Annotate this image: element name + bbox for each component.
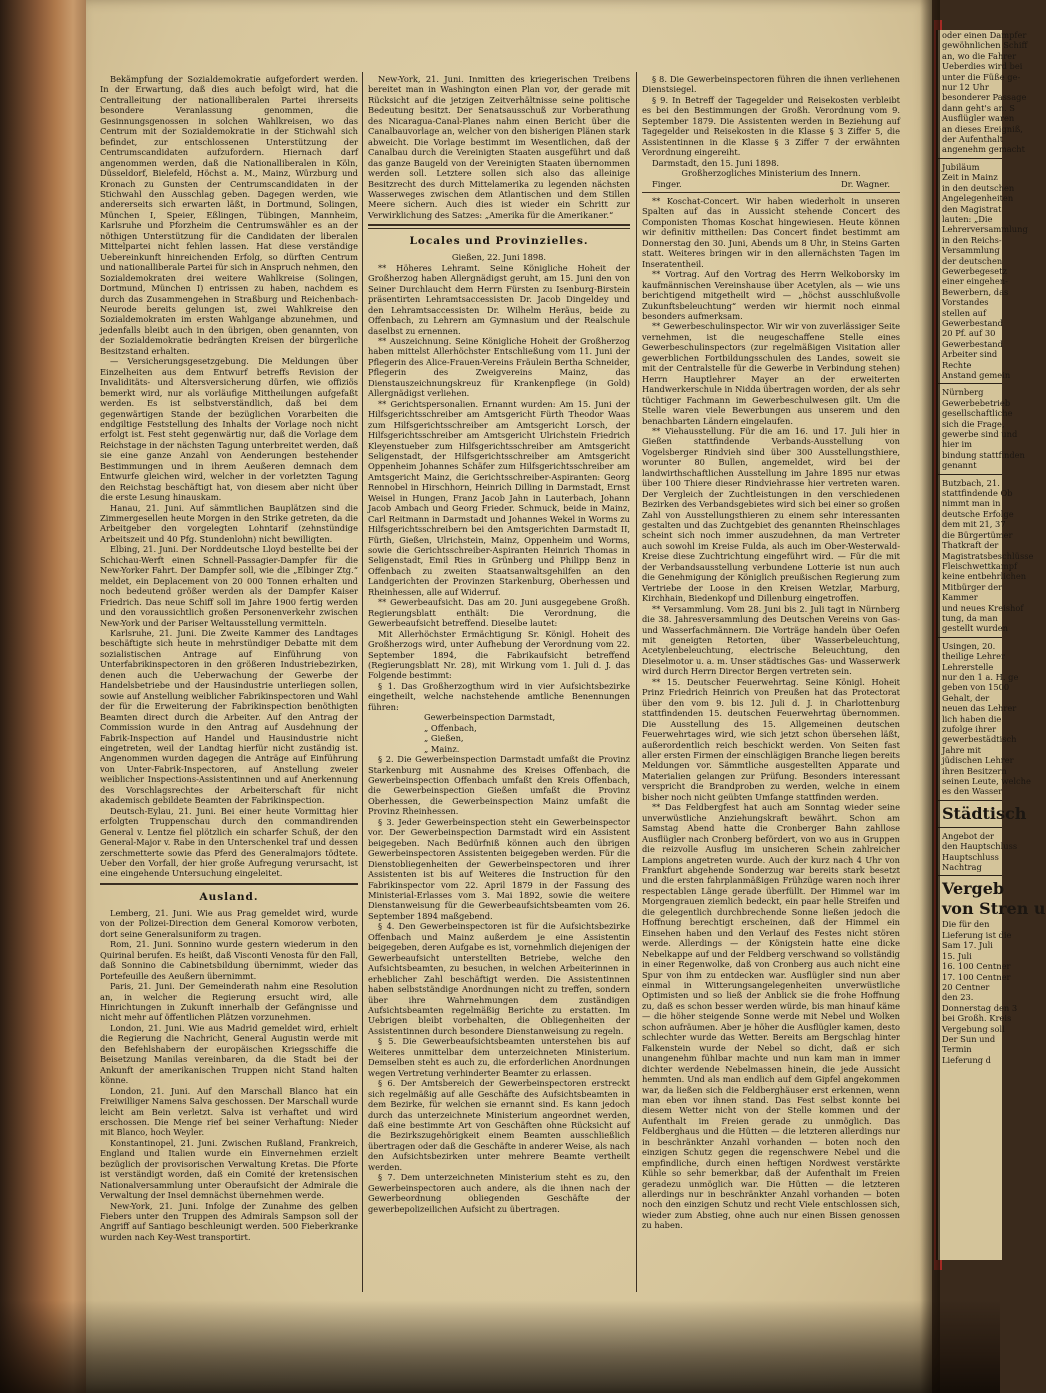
next-page-line: Vergebung soll [942, 1023, 1005, 1034]
next-page-line: Lehrerversammlung [942, 224, 1028, 235]
next-page-line: sich die Frage, [942, 418, 1005, 429]
article-paragraph: § 1. Das Großherzogthum wird in vier Aufsichtsbezirke eingetheilt, welche nachstehende amtliche Benennungen führen: [368, 680, 630, 712]
next-page-line: den 23. [942, 992, 974, 1003]
next-page-line: es den Wasser [942, 786, 1003, 797]
next-page-line: Rechte [942, 359, 972, 370]
next-page-line: deutsche Erfolge [942, 508, 1014, 519]
article-paragraph: Lemberg, 21. Juni. Wie aus Prag gemeldet wird, wurde von der Polizei-Direction dem General Komorow verboten, dort seine Generalsuniform zu tragen. [100, 907, 358, 939]
book-spine [0, 0, 86, 1393]
next-page-line: Der Sun und [942, 1033, 996, 1044]
column-middle [368, 74, 630, 1289]
next-page-rule [938, 827, 1002, 828]
next-page-line: Zeit in Mainz [942, 172, 998, 183]
next-page-line: Jubiläum [942, 161, 980, 172]
article-paragraph: Paris, 21. Juni. Der Gemeinderath nahm eine Resolution an, in welcher die Regierung ersucht wird, alle Hinrichtungen in Zukunft innerhalb der Gefängnisse und nicht mehr auf öffentlichen Plätzen vorzunehmen. [100, 981, 358, 1023]
next-page-line: theilige Lehrer [942, 651, 1006, 662]
next-page-rule [938, 158, 1002, 159]
next-page-line: der deutschen [942, 255, 1003, 266]
next-page-line: keine entbehrlichen [942, 571, 1027, 582]
next-page-line: den Magistrat [942, 203, 1002, 214]
next-page-line: Vergeb [942, 879, 1005, 899]
article-paragraph: ** Auszeichnung. Seine Königliche Hoheit der Großherzog haben mittelst Allerhöchster Entschließung vom 11. Juni der Pflegerin des Alice-Frauen-Vereins Fräulein Bertha Schneider, Pflegerin des Zweigvereins Mainz, das Dienstauszeichnungskreuz für Krankenpflege (in Gold) Allergnädigst verliehen. [368, 335, 630, 399]
article-paragraph: ** Viehausstellung. Für die am 16. und 17. Juli hier in Gießen stattfindende Verbands-Ausstellung von Vogelsberger Rindvieh sind über 300 Ausstellungsthiere, worunter 80 Bullen, angemeldet, wird bei der landwirthschaftlichen Ausstellung im Jahre 1895 nur etwas über 100 Thiere dieser Rindviehrasse hier vertreten waren. Der Vergleich der Zuchtleistungen in den verschiedenen Bezirken des Verbandsgebietes wird sich bei einer so großen Zahl von Ausstellungsthieren zu einem sehr interessanten gestalten und das Zuchtgebiet des genannten Rheinschlages scheint sich noch immer auszudehnen, da man Vertreter auch sowohl im Kreise Fulda, als auch im Ober-Westerwald-Kreise diese Zuchtrichtung eingeführt wird. — Für die mit der Verbandsausstellung verbundene Lotterie ist nun auch die Genehmigung der Königlich preußischen Regierung zum Vertriebe der Loose in den Kreisen Wetzlar, Marburg, Kirchhain, Biedenkopf und Dillenburg eingetroffen. [642, 425, 900, 604]
next-page-line: Angebot der [942, 830, 995, 841]
next-page-line: Vorstandes [942, 297, 989, 308]
next-page-line: Usingen, 20. [942, 640, 996, 651]
article-paragraph: ** Gewerbeaufsicht. Das am 20. Juni ausgegebene Großh. Regierungsblatt enthält: Die Verordnung, die Gewerbeaufsicht betreffend. Dieselbe lautet: [368, 597, 630, 629]
next-page-line: von Stren u [942, 899, 1046, 919]
next-page-line: ihren Besitzern [942, 765, 1007, 776]
article-paragraph: ** Das Feldbergfest hat auch am Sonntag wieder seine unverwüstliche Anziehungskraft bewährt. Schon am Samstag Abend hatte die Cronberger Bahn zahllose Ausflügler nach Cronberg befördert, von wo aus in Gruppen die reizvolle Ausflug im unsicheren Schein zahlreicher Lampions angetreten wurde. Auch der kurz nach 4 Uhr von Frankfurt abgehende Sonderzug war bereits stark besetzt und die ersten fahrplanmäßigen Frühzüge waren noch ihrer respectablen Länge gerade überfüllt. Der Himmel war im Morgengrauen ziemlich bedeckt, ein paar helle Streifen und die gelegentlich durchbrechende Sonne ließen jedoch die Hoffnung berechtigt erscheinen, daß der Himmel ein Einsehen haben und den Verlauf des Festes nicht stören werde. Allerdings — der Königstein hatte eine dicke Nebelkappe auf und der Feldberg verschwand so vollständig in einer Regenwolke, daß von Cronberg aus auch nicht eine Spur von ihm zu entdecken war. Ausflügler sind nun aber einmal in Witterungsangelegenheiten unverwüstliche Optimisten und so ließ der Anblick sie die frohe Hoffnung zu, daß es schon besser werden würde, bis man hinauf käme — die höher steigende Sonne werde mit Nebel und Wolken schon aufräumen. Aber je höher die Ausflügler kamen, desto schlechter wurde das Wetter. Bereits am Bergschlag hinter Falkenstein wurde der Nebel so dicht, daß er sich unangenehm fühlbar machte und nun kam man in immer dichter werdende Nebelmassen hinein, die jede Aussicht hemmten. Und als man endlich auf dem Gipfel angekommen war, da ließen sich die Feldberghäuser erst erkennen, wenn man eben vor ihnen stand. Das Fest selbst konnte bei diesem Wetter nicht von der Stelle kommen und der Aufenthalt im Freien gerade zu unmöglich. Das Feldberghaus und die Hütten — die letzteren allerdings nur in beschränkter Anzahl vorhanden — boten noch den einzigen Schutz gegen die regenschwere Nebel und die empfindliche, durch einen heftigen Nordwest verstärkte Kühle so sehr bemerkbar, daß der Aufenthalt im Freien geradezu unmöglich war. Die Hütten — die letzteren allerdings nur in beschränkter Anzahl vorhanden — boten noch den einzigen Schutz und recht Viele entschlossen sich, wieder zum Abstieg, ohne auch nur einen Bissen genossen zu haben. [642, 802, 900, 1231]
article-paragraph: ** Versammlung. Vom 28. Juni bis 2. Juli tagt in Nürnberg die 38. Jahresversammlung des Deutschen Vereins von Gas- und Wasserfachmännern. Die Vorträge handeln über Oefen mit geneigten Retorten, über Wasserbeleuchtung, Acetylenbeleuchtung, electrische Beleuchtung, den Dieselmotor u. a. m. Unser städtisches Gas- und Wasserwerk wird durch Herrn Director Bergen vertreten sein. [642, 603, 900, 677]
signature-right: Dr. Wagner. [841, 178, 890, 189]
next-page-line: nur 12 Uhr [942, 82, 989, 93]
article-paragraph: Elbing, 21. Juni. Der Norddeutsche Lloyd bestellte bei der Schichau-Werft einen Schnell-Passagier-Dampfer für die New-Yorker Fahrt. Der Dampfer soll, wie die „Elbinger Ztg.“ meldet, ein Deplacement von 20 000 Tonnen erhalten und noch bedeutend größer werden als der Dampfer Kaiser Friedrich. Das neue Schiff soll im Jahre 1900 fertig werden und den voraussichtlich großen Personenverkehr zwischen New-York und der Pariser Weltausstellung vermitteln. [100, 544, 358, 628]
inspection-list-item: „ Mainz. [424, 743, 460, 754]
page-fold-shadow [920, 0, 940, 1393]
next-page-rule [938, 383, 1002, 384]
inspection-list-item: „ Gießen, [424, 733, 464, 744]
next-page-line: lich haben die [942, 713, 1002, 724]
next-page-line: Jahre mit [942, 744, 981, 755]
next-page-line: Termin [942, 1044, 972, 1055]
next-page-line: Thatkraft der [942, 540, 999, 551]
article-paragraph: § 2. Die Gewerbeinspection Darmstadt umfaßt die Provinz Starkenburg mit Ausnahme des Kreises Offenbach, die Gewerbeinspection Offenbach umfaßt den Kreis Offenbach, die Gewerbeinspection Gießen umfaßt die Provinz Oberhessen, die Gewerbeinspection Mainz umfaßt die Provinz Rheinhessen. [368, 754, 630, 817]
inspection-list-item: Gewerbeinspection Darmstadt, [424, 712, 556, 723]
next-page-line: Gewerbestand [942, 317, 1003, 328]
next-page-line: Nürnberg [942, 387, 984, 398]
next-page-line: 15. Juli [942, 950, 972, 961]
next-page-line: Lieferung ist die [942, 929, 1012, 940]
article-paragraph: Konstantinopel, 21. Juni. Zwischen Rußland, Frankreich, England und Italien wurde ein Einvernehmen erzielt bezüglich der provisorischen Verwaltung Kretas. Die Pforte ist verständigt worden, daß ein Comité der kretensischen Nationalversammlung unter Oberaufsicht der Admirale die Verwaltung der Insel demnächst übernehmen werde. [100, 1137, 358, 1201]
article-paragraph: Karlsruhe, 21. Juni. Die Zweite Kammer des Landtages beschäftigte sich heute in mehrstündiger Debatte mit dem sozialistischen Antrage auf Einführung von Unterfabrikinspectoren in den größeren Industriebezirken, denen auch die Ueberwachung der Gewerbe der Handelsbetriebe und der Hausindustrie unterliegen sollen, sowie auf Anstellung weiblicher Fabrikinspectoren und Wahl der für die Erweiterung der Fabrikinspection benöthigten Beamten direct durch die Arbeiter. Auf den Antrag der Commission wurde in den Antrag auf Ausdehnung der Fabrik-Inspection auf Handel und Hausindustrie nicht eingetreten, weil der Landtag hierfür nicht zuständig ist. Angenommen wurden dagegen die Anträge auf Einführung von Unter-Fabrik-Inspectoren, auf Anstellung zweier weiblicher Inspections-Assistentinnen und auf Anerkennung des Vorschlagsrechtes der Arbeiterschaft für nicht akademisch gebildete Beamten der Fabrikinspection. [100, 628, 358, 806]
next-page-line: Arbeiter sind [942, 349, 998, 360]
next-page-fragment [936, 30, 1046, 1260]
next-page-line: in den deutschen [942, 182, 1015, 193]
next-page-line: Gewerbestand [942, 338, 1003, 349]
next-page-line: Gewerbebetrieb [942, 397, 1011, 408]
article-paragraph: Mit Allerhöchster Ermächtigung Sr. Königl. Hoheit des Großherzogs wird, unter Aufhebung der Verordnung vom 22. September 1894, die Fabrikaufsicht betreffend (Regierungsblatt Nr. 28), mit Wirkung vom 1. Juli d. J. das Folgende bestimmt: [368, 628, 630, 681]
ministry-line: Großherzogliches Ministerium des Innern. [681, 168, 861, 179]
next-page-line: Mitbürger der [942, 581, 1003, 592]
next-page-line: Anstand gemein [942, 370, 1011, 380]
next-page-line: an, wo die Fahrer [942, 50, 1017, 61]
next-page-line: gewerbestädtisch [942, 734, 1017, 745]
next-page-line: Versammlung [942, 245, 1000, 256]
next-page-rule [938, 800, 1002, 801]
next-page-line: besonderer Passage [942, 92, 1027, 103]
next-page-line: und neues Kreishof [942, 602, 1024, 613]
next-page-line: Butzbach, 21. [942, 477, 1000, 488]
next-page-line: stattfindende Ob [942, 488, 1013, 499]
column-rule [362, 72, 363, 1292]
next-page-line: jüdischen Lehrer [942, 755, 1014, 766]
next-page-line: seinen Leute, welche [942, 776, 1031, 787]
next-page-line: 16. 100 Centner [942, 961, 1011, 972]
article-paragraph: ** Gewerbeschulinspector. Wir wir von zuverlässiger Seite vernehmen, ist die neugeschaffene Stelle eines Gewerbeschulinspectors (zur regelmäßigen Visitation aller gewerblichen Fortbildungsschulen des Landes, soweit sie mit der Centralstelle für die Gewerbe in Verbindung stehen) Herrn Hauptlehrer Mayer an der erweiterten Handwerkerschule in Nidda übertragen worden, der als sehr tüchtiger Fachmann im Gewerbeschulwesen gilt. Um die Stelle waren viele Bewerbungen aus unserem und den benachbarten Ländern eingelaufen. [642, 321, 900, 426]
inspection-list-item: „ Offenbach, [424, 722, 477, 733]
article-paragraph: New-York, 21. Juni. Inmitten des kriegerischen Treibens bereitet man in Washington einen Plan vor, der gerade mit Rücksicht auf die jetzigen Zeitverhältnisse seine politische Bedeutung besitzt. Der Senatsausschuß zur Vorberathung des Nicaragua-Canal-Planes nahm einen Bericht über die Canalbauvorlage an, welcher von den bisherigen Plänen stark abweicht. Die Vorlage bestimmt im Wesentlichen, daß der Canalbau durch die Vereinigten Staaten ausgeführt und daß das ganze Baugeld von der Vereinigten Staaten übernommen werden soll. Letztere sollen sich also das alleinige Besitzrecht des durch Mittelamerika zu legenden nächsten Wasserweges zwischen dem Atlantischen und dem Stillen Meere sichern. Auch dies ist wieder ein Schritt zur Verwirklichung des Satzes: „Amerika für die Amerikaner.“ [368, 74, 630, 220]
next-page-line: Lieferung d [942, 1054, 991, 1065]
next-page-line: dem mit 21, 37 [942, 519, 1006, 530]
article-paragraph: Rom, 21. Juni. Sonnino wurde gestern wiederum in den Quirinal berufen. Es heißt, daß Visconti Venosta für den Fall, daß Sonnino die Cabinetsbildung übernimmt, wieder das Portefeuille des Aeußern übernimmt. [100, 939, 358, 981]
next-page-line: unter die Füße ge- [942, 71, 1021, 82]
article-paragraph: § 7. Dem unterzeichneten Ministerium steht es zu, den Gewerbeinspectoren auch andere, als die ihnen nach der Gewerbeordnung obliegenden Geschäfte der gewerbepolizeilichen Aufsicht zu übertragen. [368, 1172, 630, 1214]
next-page-line: Gehalt, der [942, 692, 990, 703]
next-page-line: nur den 1 a. H. ge [942, 671, 1019, 682]
next-page-line: bindung stattfinden [942, 449, 1025, 460]
article-paragraph: § 3. Jeder Gewerbeinspection steht ein Gewerbeinspector vor. Der Gewerbeinspection Darmstadt wird ein Assistent beigegeben. Nach Bedürfniß können auch den übrigen Gewerbeinspectoren Assistenten beigegeben werden. Für die Dienstobliegenheiten der Gewerbeinspectoren und ihrer Assistenten ist bis auf Weiteres die Instruction für den Fabrikinspector vom 22. April 1879 in der Fassung des Ministerial-Erlasses vom 3. Mai 1892, sowie die weitere Dienstanweisung für die Gewerbeaufsichtsbeamten vom 26. September 1894 maßgebend. [368, 816, 630, 921]
next-page-rule [938, 637, 1002, 638]
column-rule [636, 72, 637, 1292]
next-page-line: zufolge ihrer [942, 724, 997, 734]
article-paragraph: London, 21. Juni. Wie aus Madrid gemeldet wird, erhielt die Regierung die Nachricht, General Augustin werde mit den Befehlshabern der europäischen Kriegsschiffe die Beisetzung Manilas vereinbaren, da die Stadt bei der Ankunft der amerikanischen Truppen nicht Stand halten könne. [100, 1022, 358, 1086]
article-paragraph: Hanau, 21. Juni. Auf sämmtlichen Bauplätzen sind die Zimmergesellen heute Morgen in den Strike getreten, da die Arbeitgeber den vorgelegten Lohntarif (zehnstündige Arbeitszeit und 40 Pfg. Stundenlohn) nicht bewilligten. [100, 502, 358, 544]
next-page-line: angenehm gemacht [942, 144, 1025, 155]
next-page-line: tung, da man [942, 612, 998, 623]
section-heading: Locales und Provinzielles. [409, 235, 589, 248]
next-page-line: genannt [942, 460, 977, 471]
next-page-line: geben von 1500 [942, 682, 1010, 693]
next-page-rule [938, 474, 1002, 475]
section-rule [368, 224, 630, 226]
next-page-line: der Aufenthalt [942, 134, 1004, 145]
next-page-line: in den Reichs- [942, 234, 1002, 245]
article-paragraph: ** Koschat-Concert. Wir haben wiederholt in unseren Spalten auf das in Aussicht stehende Concert des Componisten Thomas Koschat hingewiesen. Heute können wir definitiv mittheilen: Das Concert findet bestimmt am Donnerstag den 30. Juni, Abends um 8 Uhr, in Steins Garten statt. Weiteres bringen wir in den allernächsten Tagen im Inseratentheil. [642, 195, 900, 269]
section-rule [368, 228, 630, 229]
next-page-line: lauten: „Die [942, 213, 993, 224]
next-page-line: Gewerbegesetz [942, 265, 1007, 276]
next-page-rule [938, 875, 1002, 876]
next-page-line: Bewerbern, das [942, 286, 1009, 297]
next-page-line: Ueberdies wird bei [942, 61, 1023, 72]
article-paragraph: ** Höheres Lehramt. Seine Königliche Hoheit der Großherzog haben Allergnädigst geruht, am 15. Juni den von Seiner Durchlaucht dem Herrn Fürsten zu Isenburg-Birstein präsentirten Lehramtsaccessisten Dr. Jacob Dingeldey und den Lehramtsaccessisten Dr. Wilhelm Heräus, beide zu Offenbach, zu Lehrern am Gymnasium und der Realschule daselbst zu ernennen. [368, 262, 630, 336]
next-page-line: Ausflügler waren [942, 113, 1015, 124]
dateline: Gießen, 22. Juni 1898. [451, 252, 547, 263]
next-page-line: an dieses Ereigniß, [942, 123, 1023, 134]
next-page-line: oder einen Dampfer [942, 30, 1027, 40]
article-paragraph: ** 15. Deutscher Feuerwehrtag. Seine Königl. Hoheit Prinz Friedrich Heinrich von Preußen hat das Protectorat über den vom 9. bis 12. Juli d. J. in Charlottenburg stattfindenden 15. deutschen Feuerwehrtag übernommen. Die Ausstellung des 15. Allgemeinen deutschen Feuerwehrtages wird, wie sich jetzt schon übersehen läßt, außerordentlich reich beschickt werden. Von Seiten fast aller ersten Firmen der einschlägigen Branche liegen bereits Meldungen vor. Sämmtliche ausgestellten Apparate und Materialien gelangen zur Prüfung. Besonders interessant verspricht die Brandproben zu werden, welche in einem bisher noch nicht geübten Umfange stattfinden werden. [642, 676, 900, 802]
next-page-line: 20 Centner [942, 981, 990, 992]
next-page-line: bei Großh. Kreis [942, 1013, 1012, 1024]
column-right [642, 74, 900, 1289]
next-page-line: neuen das Lehrer [942, 703, 1017, 714]
article-paragraph: § 6. Der Amtsbereich der Gewerbeinspectoren erstreckt sich regelmäßig auf alle Geschäfte des Aufsichtsbeamten in dem Bezirke, für welchen sie ernannt sind. Es kann jedoch durch das unterzeichnete Ministerium angeordnet werden, daß eine bestimmte Art von Geschäften ohne Rücksicht auf die Bezirkszugehörigkeit einem Beamten ausschließlich übertragen oder daß die Geschäfte in anderer Weise, als nach den Aufsichtsbezirken unter mehrere Beamte vertheilt werden. [368, 1078, 630, 1172]
next-page-line: Die für den [942, 919, 990, 930]
article-paragraph: — Versicherungsgesetzgebung. Die Meldungen über Einzelheiten aus dem Entwurf betreffs Revision der Invaliditäts- und Altersversicherung dürfen, wie offiziös bemerkt wird, nur als vorläufige Mittheilungen aufgefaßt werden. Es ist selbstverständlich, daß bei dem gegenwärtigen Stande der bezüglichen Vorarbeiten die endgiltige Feststellung des Inhalts der Vorlage noch nicht erfolgt ist. Fest steht gegenwärtig nur, daß die Vorlage dem Reichstage in der nächsten Tagung unterbreitet werden, daß sie eine ganze Anzahl von Aenderungen bestehender Bestimmungen und in ihrem Aeußeren demnach dem Entwurfe gleichen wird, welcher in der vorletzten Tagung den Reichstag beschäftigt hat, von diesem aber nicht über die erste Lesung hinauskam. [100, 356, 358, 503]
next-page-line: Donnerstag den 3 [942, 1002, 1018, 1013]
next-page-line: gewerbe sind und [942, 429, 1018, 440]
next-page-line: gewöhnlichen Schiff [942, 40, 1028, 51]
article-paragraph: § 4. Den Gewerbeinspectoren ist für die Aufsichtsbezirke Offenbach und Mainz außerdem je eine Assistentin beigegeben, deren Aufgabe es ist, vornehmlich diejenigen der Gewerbeaufsicht unterstellten Betriebe, welche den Aufsichtsbeamten, zu besuchen, in welchen Arbeiterinnen in erheblicher Zahl beschäftigt werden. Die Assistentinnen haben selbstständige Anordnungen nicht zu treffen, sondern über ihre Wahrnehmungen dem zuständigen Aufsichtsbeamten regelmäßig Berichte zu erstatten. Im Uebrigen bleibt vorbehalten, die Obliegenheiten der Assistentinnen durch besondere Dienstanweisung zu regeln. [368, 921, 630, 1036]
next-page-line: Hauptschluss [942, 851, 999, 862]
next-page-line: 20 Pf. auf 30 [942, 328, 996, 339]
next-page-line: Kammer [942, 592, 978, 603]
next-page-line: dann geht's an. S [942, 102, 1015, 113]
article-paragraph: § 8. Die Gewerbeinspectoren führen die ihnen verliehenen Dienstsiegel. [642, 74, 900, 95]
column-left [100, 74, 358, 1289]
next-page-line: stellen auf [942, 307, 987, 318]
next-page-line: 17. 100 Centner [942, 971, 1011, 982]
article-paragraph: New-York, 21. Juni. Infolge der Zunahme des gelben Fiebers unter den Truppen des Admirals Sampson soll der Angriff auf Santiago beschleunigt werden. 500 Fieberkranke wurden nach Key-West transportirt. [100, 1200, 358, 1242]
article-paragraph: § 5. Die Gewerbeaufsichtsbeamten unterstehen bis auf Weiteres unmittelbar dem unterzeichneten Ministerium. Demselben steht es auch zu, die erforderlichen Anordnungen wegen Vertretung verhinderter Beamter zu erlassen. [368, 1036, 630, 1078]
article-paragraph: Bekämpfung der Sozialdemokratie aufgefordert werden. In der Erwartung, daß dies auch befolgt wird, hat die Centralleitung der nationalliberalen Partei ihrerseits besondere Veranlassung genommen, die Gesinnungsgenossen in solchen Wahlkreisen, wo das Centrum mit der Sozialdemokratie in der Stichwahl sich befindet, zur entschlossenen Unterstützung der Centrumscandidaten aufzufordern. Hiernach darf angenommen werden, daß die Nationalliberalen in Köln, Düsseldorf, Bielefeld, Höchst a. M., Mainz, Würzburg und Kronach zu Gunsten der Centrumscandidaten in der Stichwahl den Ausschlag geben. Dagegen werden, wie andererseits sich erwarten läßt, in Dortmund, Solingen, München I, Speier, Eßlingen, Tübingen, Mannheim, Karlsruhe und Pforzheim die Centrumswähler es an der nöthigen Unterstützung für die Candidaten der liberalen Mittelpartei nicht fehlen lassen. Hat diese verständige Uebereinkunft hinreichenden Erfolg, so dürften Centrum und nationalliberale Partei für sich in Anspruch nehmen, den Sozialdemokraten drei weitere Wahlkreise (Solingen, Dortmund, München I) entrissen zu haben, nachdem es durch das Zusammengehen in Straßburg und Reichenbach-Neurode bereits gelungen ist, zwei Wahlkreise den Sozialdemokraten im ersten Wahlgange abzunehmen, und jedenfalls bleibt auch in den übrigen, oben genannten, von der Sozialdemokratie bedrängten Kreisen der bürgerliche Besitzstand erhalten. [100, 74, 358, 356]
next-page-line: die Bürgertümer [942, 529, 1013, 540]
next-page-line: Magistratsbeschlüsse [942, 550, 1034, 561]
next-page-line: einer eingehen- [942, 276, 1008, 287]
next-page-line: nimmt man in [942, 498, 1001, 509]
next-page-line: gesellschaftliche [942, 408, 1013, 419]
signature-row [642, 179, 900, 189]
next-page-line: gestellt wurden [942, 623, 1008, 634]
article-paragraph: Darmstadt, den 15. Juni 1898. [652, 157, 779, 168]
section-heading: Ausland. [199, 890, 259, 903]
article-paragraph: London, 21. Juni. Auf den Marschall Blanco hat ein Freiwilliger Namens Salva geschossen. Der Marschall wurde leicht am Bein verletzt. Salva ist verhaftet und wird erschossen. Die Menge rief bei seiner Verhaftung: Nieder mit Blanco, hoch Weyler. [100, 1085, 358, 1138]
next-page-line: Angelegenheiten [942, 193, 1014, 204]
article-paragraph: ** Vortrag. Auf den Vortrag des Herrn Welkoborsky im kaufmännischen Vereinshause über Acetylen, als — wie uns berichtigend mitgetheilt wird — „höchst ausschlußvolle Zukunftsbeleuchtung“ werden wir hiermit noch einmal besonders aufmerksam. [642, 269, 900, 321]
next-page-line: Sam 17. Juli [942, 940, 993, 951]
next-page-line: Nachtrag [942, 862, 982, 873]
next-page-line: Lehrerstelle [942, 661, 994, 672]
article-paragraph: ** Gerichtspersonalien. Ernannt wurden: Am 15. Juni der Hilfsgerichtsschreiber am Amtsgericht Fürth Theodor Waas zum Hilfsgerichtsschreiber am Amtsgericht Lorsch, der Hilfsgerichtsschreiber am Amtsgericht Ulrichstein Friedrich Kleyenstueber zum Hilfsgerichtsschreiber am Amtsgericht Seligenstadt, der Hilfsgerichtsschreiber am Amtsgericht Oppenheim Johannes Schäfer zum Hilfsgerichtsschreiber am Amtsgericht Mainz, die Gerichtsschreiber-Aspiranten: Georg Rennobel in Hirschhorn, Heinrich Dilling in Darmstadt, Ernst Weisel in Hungen, Franz Jacob Jahn in Lauterbach, Johann Jacob Ambach und Georg Frieder. Schmuck, beide in Mainz, Carl Reitmann in Darmstadt und Johannes Wekel in Worms zu Hilfsgerichtsschreibern bei den Amtsgerichten Darmstadt II, Fürth, Gießen, Ulrichstein, Mainz, Oppenheim und Worms, sowie die Gerichtsschreiber-Aspiranten Heinrich Thomas in Seligenstadt, Emil Ries in Grünberg und Philipp Benz in Offenbach zu zweiten Staatsanwaltsgehilfen an den Landgerichten der Provinzen Starkenburg, Oberhessen und Rheinhessen, alle auf Widerruf. [368, 398, 630, 597]
article-paragraph: Deutsch-Eylau, 21. Juni. Bei einer heute Vormittag hier erfolgten Truppenschau durch den commandirenden General v. Lentze fiel plötzlich ein scharfer Schuß, der den General-Major v. Rabe in den Unterschenkel traf und dessen zerschmetterte sowie das Pferd des Generalmajors tödtete. Ueber den Vorfall, der hier große Aufregung verursacht, ist eine eingehende Untersuchung eingeleitet. [100, 805, 358, 879]
section-rule [100, 883, 358, 885]
next-page-line: Fleischwettkampf [942, 560, 1018, 571]
signature-left: Finger. [652, 178, 682, 189]
next-page-line: hier im [942, 439, 973, 450]
next-page-line: Städtisch [942, 803, 1027, 823]
section-rule [642, 192, 900, 193]
next-page-line: den Hauptschluss [942, 841, 1018, 852]
article-paragraph: § 9. In Betreff der Tagegelder und Reisekosten verbleibt es bei den Bestimmungen der Großh. Verordnung vom 9. September 1879. Die Assistenten werden in Beziehung auf Tagegelder und Reisekosten in die Klasse § 3 Ziffer 5, die Assistentinnen in die Klasse § 3 Ziffer 7 der erwähnten Verordnung eingereiht. [642, 94, 900, 158]
